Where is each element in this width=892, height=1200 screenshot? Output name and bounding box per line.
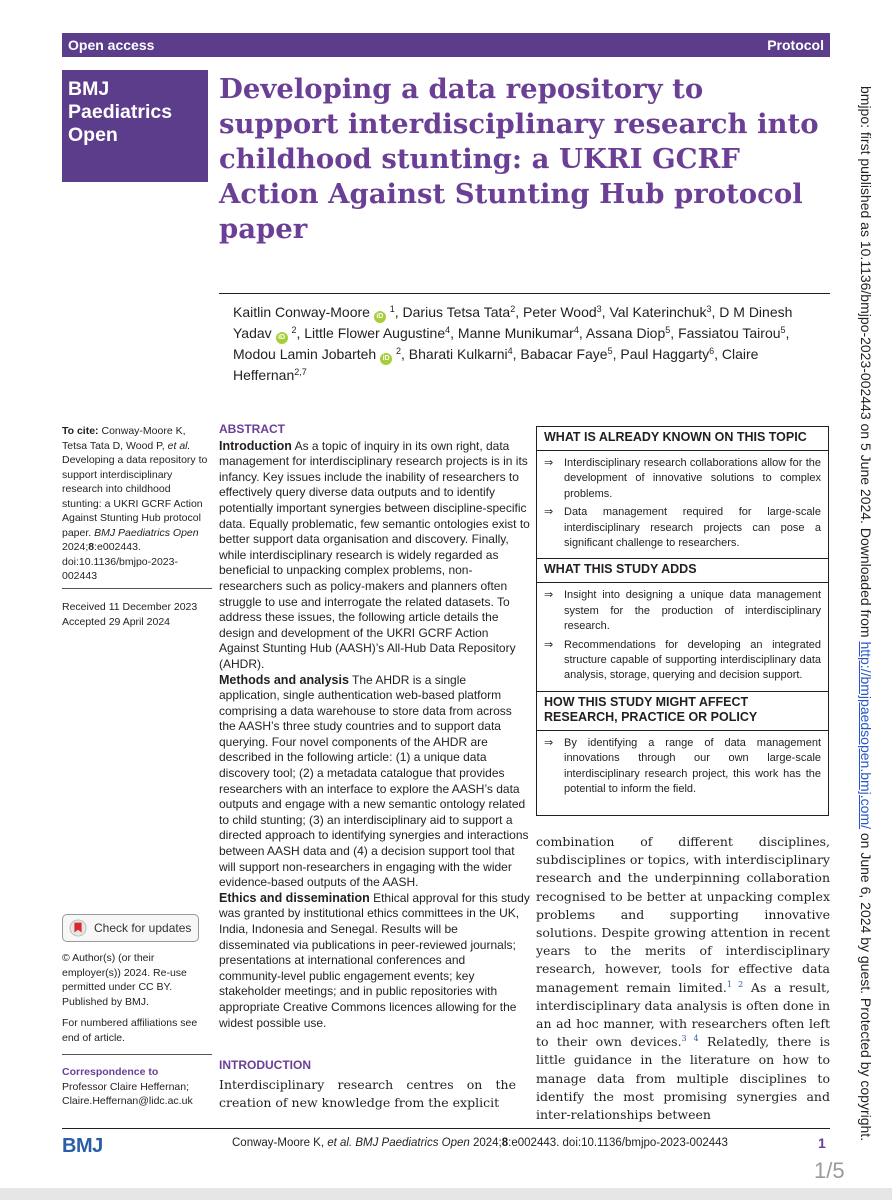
- affiliations-note: For numbered affiliations see end of article.: [62, 1017, 198, 1044]
- footer-journal: BMJ Paediatrics Open: [352, 1137, 470, 1149]
- author-name: Bharati Kulkarni: [408, 346, 508, 362]
- adds-section: [537, 558, 828, 690]
- introduction-text: Interdisciplinary research centres on the creation of new knowledge from the explicit: [219, 1077, 516, 1110]
- author-name: Manne Munikumar: [457, 325, 574, 341]
- affiliation-number: 4: [573, 325, 579, 335]
- author-name: Assana Diop: [585, 325, 666, 341]
- side-download-note: [850, 86, 874, 1156]
- correspondence-title: Correspondence to: [62, 1066, 159, 1078]
- author-list: Kaitlin Conway-Moore iD $^1$, Darius Tetsa Tata$^2$, Peter Wood$^3$, Val Katerinchuk$^3$, D M Dinesh Yadav iD $^2$, Little Flower Augustine$^4$, Manne Munikumar$^4$, Assana Diop$^5$, Fassiatou Tairou$^5$, Modou Lamin Jobarteh iD $^2$, Bharati Kulkarni$^4$, Babacar Faye$^5$, Paul Haggarty$^6$, Claire Heffernan$^{2,7}$: [233, 304, 793, 383]
- abstract-methods: [219, 673, 530, 891]
- cite-label: To cite:: [62, 425, 99, 437]
- affiliation-number: 2: [291, 325, 297, 335]
- page-number: 1: [818, 1135, 826, 1151]
- box-item-text: Recommendations for developing an integrated structure capable of supporting interdisciplinary data analysis, storage, querying and decision support.: [564, 638, 821, 682]
- body-text: As a result, interdisciplinary data analysis is often done in an ad hoc manner, with researchers often left to their own devices.: [536, 979, 830, 1050]
- reference-link[interactable]: 1 2: [726, 979, 744, 989]
- author-name: Kaitlin Conway-Moore: [233, 304, 370, 320]
- box-list-item: [544, 456, 821, 502]
- affiliation-number: 4: [507, 346, 513, 356]
- arrow-icon: ⇒: [544, 736, 554, 749]
- box-list-item: [544, 638, 821, 684]
- affiliation-number: 3: [706, 304, 712, 314]
- body-text: Relatedly, there is little guidance in the literature on how to manage data from multiple disciplines to identify the most promising synergies and inter-relationships between: [536, 1034, 830, 1123]
- box-list: [544, 736, 821, 798]
- known-section: [537, 427, 828, 558]
- abstract-heading: ABSTRACT: [219, 422, 285, 436]
- cite-etal: et al.: [167, 439, 191, 452]
- box-item-text: Insight into designing a unique data management system for the production of interdisciplinary research.: [564, 589, 821, 633]
- orcid-icon[interactable]: iD: [380, 353, 392, 365]
- footer-etal: et al.: [327, 1137, 353, 1149]
- correspondence-block: [62, 1065, 212, 1109]
- arrow-icon: ⇒: [544, 457, 554, 469]
- abstract-section-label: Ethics and dissemination: [219, 890, 370, 905]
- correspondence-name: Professor Claire Heffernan;: [62, 1080, 190, 1093]
- abstract-section-label: Methods and analysis: [219, 672, 349, 687]
- box-list-item: [544, 736, 821, 798]
- cite-volume: 8: [88, 541, 95, 553]
- author-name: Val Katerinchuk: [609, 304, 707, 320]
- side-note-text: on June 6, 2024 by guest. Protected by copyright.: [858, 829, 874, 1142]
- author-name: Modou Lamin Jobarteh: [233, 346, 377, 362]
- author-name: Paul Haggarty: [620, 346, 710, 362]
- box-item-text: By identifying a range of data management innovations through our own large-scale interdisciplinary research project, this work has the potential to inform the field.: [564, 736, 821, 796]
- sidebar-divider: [62, 1054, 212, 1055]
- received-date: Received 11 December 2023: [62, 601, 198, 613]
- abstract-section-text: The AHDR is a single application, single authentication web-based platform comprising a data warehouse to store data from across the AASH’s three study countries and to support data querying. Four novel components of the AHDR are described in the following article: (1) a unique data discovery tool; (2) a metadata catalogue that provides researchers with an interface to explore the AASH’s data outputs and engage with a new semantic ontology related to child stunting; (3) an interdisciplinary aid to support a directed approach to identifying synergies and interactions between AASH data and (4) a decision support tool that will support non-researchers in engaging with the wider evidence-based outputs of the AASH.: [219, 672, 529, 890]
- dates-block: [62, 600, 212, 629]
- box-list: [544, 588, 821, 683]
- header-bar: [62, 33, 830, 57]
- box-item-text: Interdisciplinary research collaborations allow for the development of innovative solutions to complex problems.: [564, 457, 821, 500]
- article-title: Developing a data repository to support interdisciplinary research into childhood stunting: a UKRI GCRF Action Against Stunting Hub protocol paper: [219, 73, 819, 245]
- abstract-ethics: [219, 891, 530, 1031]
- journal-logo-line: Paediatrics: [68, 101, 173, 123]
- author-name: Peter Wood: [522, 304, 597, 320]
- side-note-link[interactable]: http://bmjpaedsopen.bmj.com/: [858, 641, 874, 829]
- page-indicator: 1/5: [814, 1158, 845, 1183]
- impact-section: [537, 691, 828, 805]
- affiliation-number: 3: [596, 304, 602, 314]
- author-name: Babacar Faye: [520, 346, 608, 362]
- open-access-label: Open access: [68, 37, 155, 53]
- box-list-item: [544, 505, 821, 551]
- cite-text: Developing a data repository to support interdisciplinary research into childhood stunting: a UKRI GCRF Action Against Stunting Hub protocol paper.: [62, 454, 208, 539]
- footer-text: 2024;: [469, 1137, 502, 1149]
- orcid-icon[interactable]: iD: [276, 332, 288, 344]
- abstract-section-text: Ethical approval for this study was granted by institutional ethics committees in the UK, India, Indonesia and Senegal. Results will be disseminated via publications in peer-reviewed journals; presentations at international conferences and community-level public engagement events; key stakeholder meetings; and in public repositories with appropriate Creative Commons licences allowing for the widest possible use.: [219, 890, 530, 1030]
- box-section-title: WHAT THIS STUDY ADDS: [537, 562, 828, 583]
- viewer-bottom-strip: [0, 1188, 892, 1200]
- abstract: [219, 422, 530, 1031]
- journal-logo: [62, 70, 208, 182]
- journal-logo-line: BMJ: [68, 78, 110, 100]
- affiliation-number: 1: [389, 304, 395, 314]
- box-section-title: HOW THIS STUDY MIGHT AFFECT RESEARCH, PRACTICE OR POLICY: [537, 695, 828, 731]
- cite-journal: BMJ Paediatrics Open: [94, 526, 199, 539]
- correspondence-email[interactable]: Claire.Heffernan@lidc.ac.uk: [62, 1095, 193, 1107]
- affiliation-number: 4: [445, 325, 451, 335]
- check-updates-button[interactable]: [62, 914, 199, 942]
- side-note-text: bmjpo: first published as 10.1136/bmjpo-2023-002443 on 5 June 2024. Downloaded from: [858, 86, 874, 642]
- orcid-icon[interactable]: iD: [374, 311, 386, 323]
- citation-block: [62, 424, 212, 584]
- box-section-title: WHAT IS ALREADY KNOWN ON THIS TOPIC: [537, 430, 828, 451]
- cite-text: :e002443. doi:10.1136/bmjpo-2023-002443: [62, 541, 178, 582]
- check-updates-label: Check for updates: [94, 921, 192, 935]
- footer-volume: 8: [501, 1137, 509, 1149]
- affiliation-number: 5: [665, 325, 671, 335]
- affiliation-number: 2,7: [294, 367, 307, 377]
- affiliation-number: 5: [607, 346, 613, 356]
- sidebar-divider: [62, 588, 212, 589]
- author-name: D M Dinesh Yadav: [233, 304, 793, 341]
- cite-text: Conway-Moore K, Tetsa Tata D, Wood P,: [62, 425, 186, 452]
- body-text: combination of different disciplines, subdisciplines or topics, with interdisciplinary research and the underpinning collaboration recognised to be better at unpacking complex problems and supporting innovative solutions. Despite growing attention in recent years to the merits of interdisciplinary research, however, tools for effective data management remain limited.: [536, 834, 830, 995]
- box-list-item: [544, 588, 821, 634]
- key-messages-box: [536, 426, 829, 816]
- author-name: Fassiatou Tairou: [678, 325, 781, 341]
- arrow-icon: ⇒: [544, 638, 554, 651]
- arrow-icon: ⇒: [544, 589, 554, 602]
- author-name: Claire Heffernan: [233, 346, 759, 383]
- footer-citation: [232, 1137, 728, 1149]
- bmj-logo: BMJ: [62, 1135, 103, 1157]
- arrow-icon: ⇒: [544, 506, 554, 519]
- footer-text: Conway-Moore K,: [232, 1137, 328, 1149]
- title-divider: [219, 293, 830, 294]
- body-text-right: [536, 833, 830, 1124]
- article-type-label: Protocol: [767, 37, 824, 53]
- affiliation-number: 5: [780, 325, 786, 335]
- footer-text: :e002443. doi:10.1136/bmjpo-2023-002443: [508, 1137, 728, 1149]
- cite-text: 2024;: [62, 541, 89, 553]
- abstract-section-text: As a topic of inquiry in its own right, data management for interdisciplinary research projects is in its infancy. Key issues include the inability of researchers to effectively query diverse data outputs and to identify potentially important synergies between discipline-specific data. Equally problematic, few semantic ontologies exist to better support data organisation and discovery. Finally, while interdisciplinary research is widely regarded as beneficial to unpacking complex problems, non-researchers such as policy-makers and planners often struggle to use and interrogate the related datasets. To address these issues, the following article details the design and development of the UKRI GCRF Action Against Stunting Hub (AASH)’s All-Hub Data Repository (AHDR).: [219, 438, 530, 671]
- affiliation-number: 6: [709, 346, 715, 356]
- footer-divider: [62, 1128, 830, 1129]
- affiliation-number: 2: [510, 304, 516, 314]
- reference-link[interactable]: 3 4: [681, 1034, 699, 1044]
- box-item-text: Data management required for large-scale interdisciplinary research projects can pose a significant challenge to researchers.: [564, 506, 821, 550]
- box-list: [544, 456, 821, 551]
- accepted-date: Accepted 29 April 2024: [62, 615, 170, 628]
- license-text: © Author(s) (or their employer(s)) 2024. Re-use permitted under CC BY. Published by BMJ.: [62, 952, 187, 1008]
- author-name: Little Flower Augustine: [304, 325, 446, 341]
- abstract-section-label: Introduction: [219, 438, 292, 453]
- crossmark-icon: [69, 919, 87, 937]
- abstract-introduction: [219, 439, 530, 673]
- journal-logo-line: Open: [68, 124, 118, 146]
- author-name: Darius Tetsa Tata: [402, 304, 511, 320]
- affiliation-number: 2: [395, 346, 401, 356]
- introduction-heading: INTRODUCTION: [219, 1058, 311, 1072]
